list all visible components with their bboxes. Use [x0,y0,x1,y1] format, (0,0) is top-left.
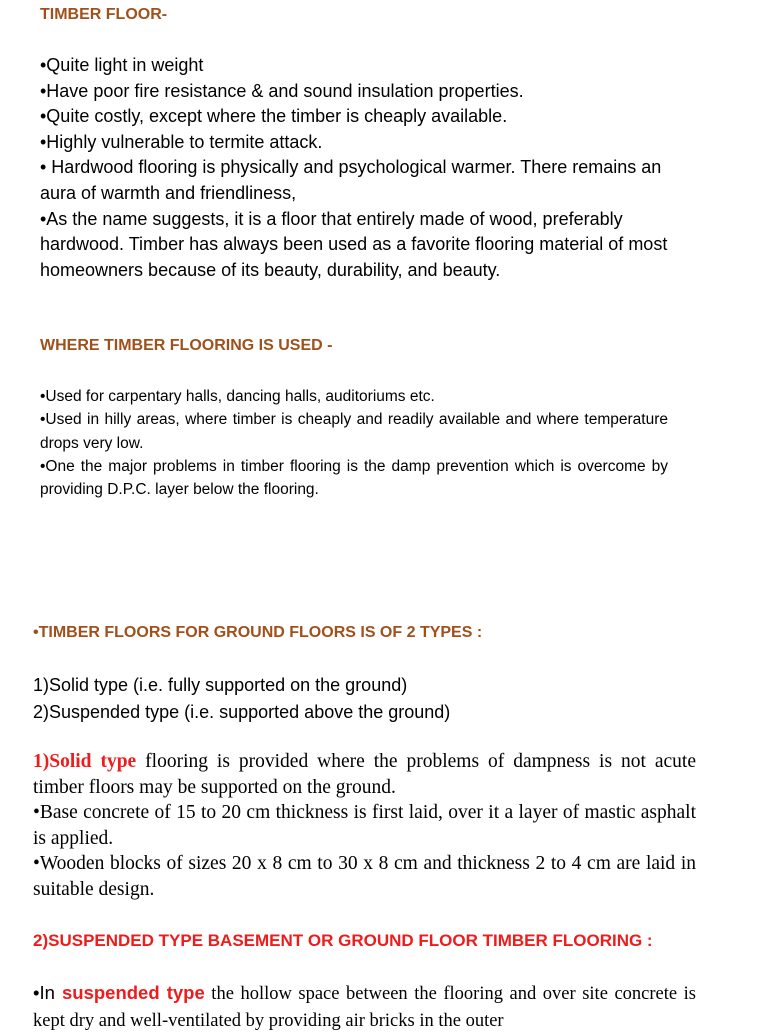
list-item: •Have poor fire resistance & and sound insulation properties. [40,80,524,101]
list-item: •One the major problems in timber flooring is the damp prevention which is overcome by providing D.P.C. layer below the flooring. [40,457,668,499]
list-item: •As the name suggests, it is a floor that entirely made of wood, preferably hardwood. Timber has always been used as a favorite flooring material of most homeowners because of its beauty, durability, and beauty. [40,208,668,280]
list-item: •Wooden blocks of sizes 20 x 8 cm to 30 x 8 cm and thickness 2 to 4 cm are laid in suitable design. [33,853,696,900]
list-item: •Used for carpentary halls, dancing halls, auditoriums etc. [40,388,435,405]
floor-types-list [33,672,633,725]
list-item: •Quite light in weight [40,55,204,75]
timber-floor-properties [40,53,680,283]
solid-type-paragraph [33,749,696,800]
suspended-lead-post: the hollow space between the flooring and over site concrete is kept dry and well-ventilated by providing air bricks in the outer [33,984,696,1031]
suspended-lead-pre: •In [33,982,62,1003]
suspended-type-emphasis: suspended type [61,982,205,1003]
list-item: 2)Suspended type (i.e. supported above the ground) [33,701,451,722]
list-item: •Base concrete of 15 to 20 cm thickness is first laid, over it a layer of mastic asphalt is applied. [33,802,696,849]
suspended-type-paragraph [33,980,696,1034]
solid-type-lead-rest: flooring is provided where the problems of dampness is not acute timber floors may be supported on the ground. [33,751,696,798]
suspended-type-heading: 2)SUSPENDED TYPE BASEMENT OR GROUND FLOOR TIMBER FLOORING : [33,931,653,950]
solid-type-description [33,749,696,902]
where-used-list [40,385,668,501]
list-item: •Highly vulnerable to termite attack. [40,131,323,152]
where-used-heading: WHERE TIMBER FLOORING IS USED - [40,337,333,354]
solid-type-lead: 1)Solid type [33,751,137,772]
floor-types-heading: •TIMBER FLOORS FOR GROUND FLOORS IS OF 2 TYPES : [33,624,483,641]
list-item: •Quite costly, except where the timber is cheaply available. [40,106,508,127]
timber-floor-heading: TIMBER FLOOR- [40,6,168,23]
list-item: • Hardwood flooring is physically and psychological warmer. There remains an aura of warmth and friendliness, [40,157,662,203]
list-item: •Used in hilly areas, where timber is cheaply and readily available and where temperature drops very low. [40,411,668,452]
list-item: 1)Solid type (i.e. fully supported on the ground) [33,675,408,695]
